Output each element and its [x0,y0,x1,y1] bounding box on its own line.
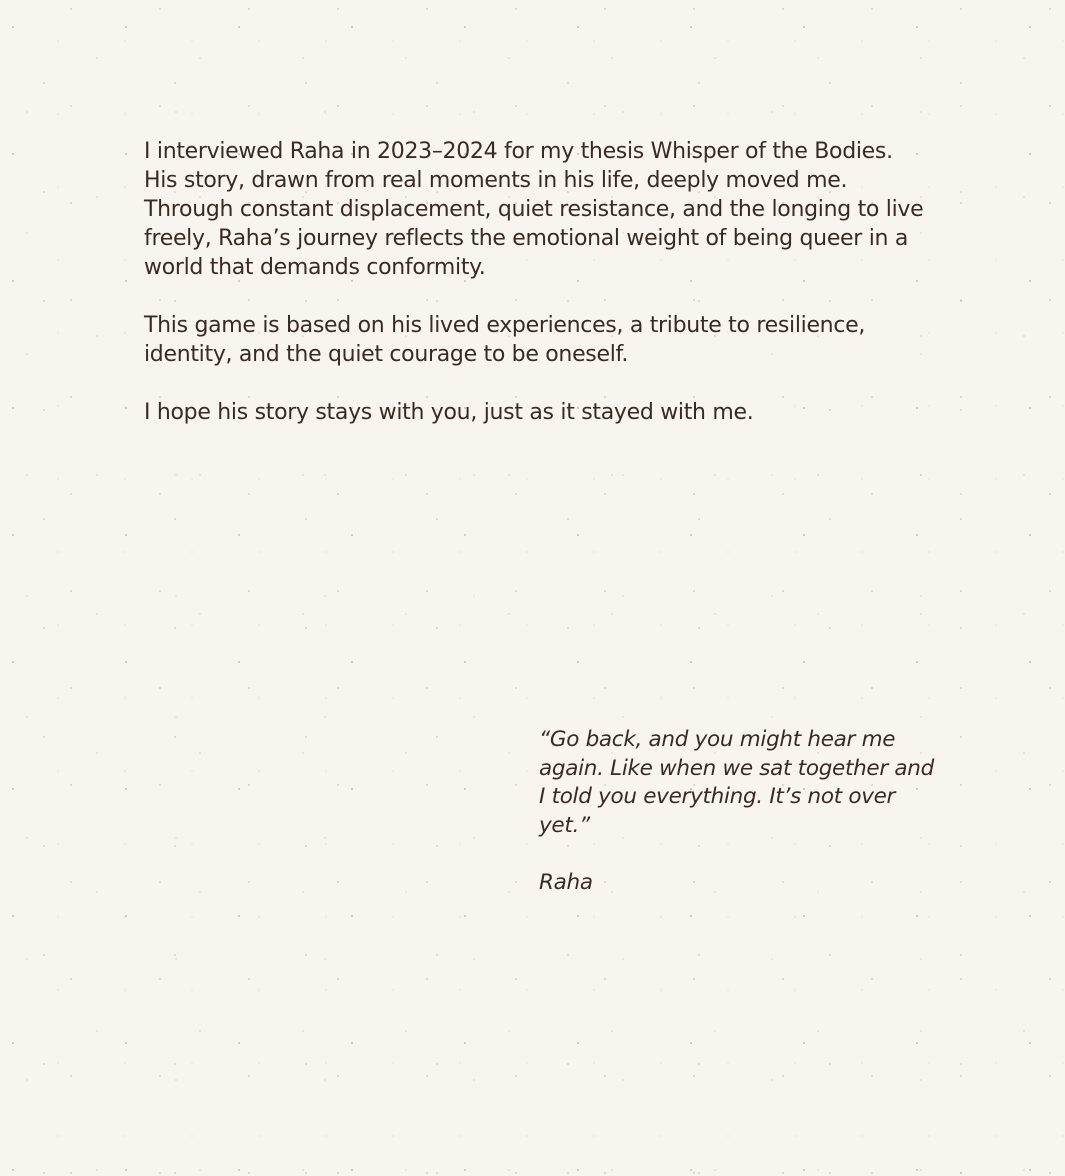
intro-paragraph: This game is based on his lived experiences, a tribute to resilience, identity, and the quiet courage to be oneself. [144,313,866,367]
quote-text: “Go back, and you might hear me again. Like when we sat together and I told you everything. It’s not over yet.” [539,727,934,838]
quote-attribution: Raha [539,869,593,895]
intro-paragraph: I hope his story stays with you, just as it stayed with me. [144,400,754,425]
intro-paragraph: I interviewed Raha in 2023–2024 for my thesis Whisper of the Bodies. His story, drawn from real moments in his life, deeply moved me. Through constant displacement, quiet resistance, and the longing to live freely, Raha’s journey reflects the emotional weight of being queer in a world that demands conformity. [144,139,924,280]
quote-block [539,726,934,898]
intro-text [144,137,924,456]
